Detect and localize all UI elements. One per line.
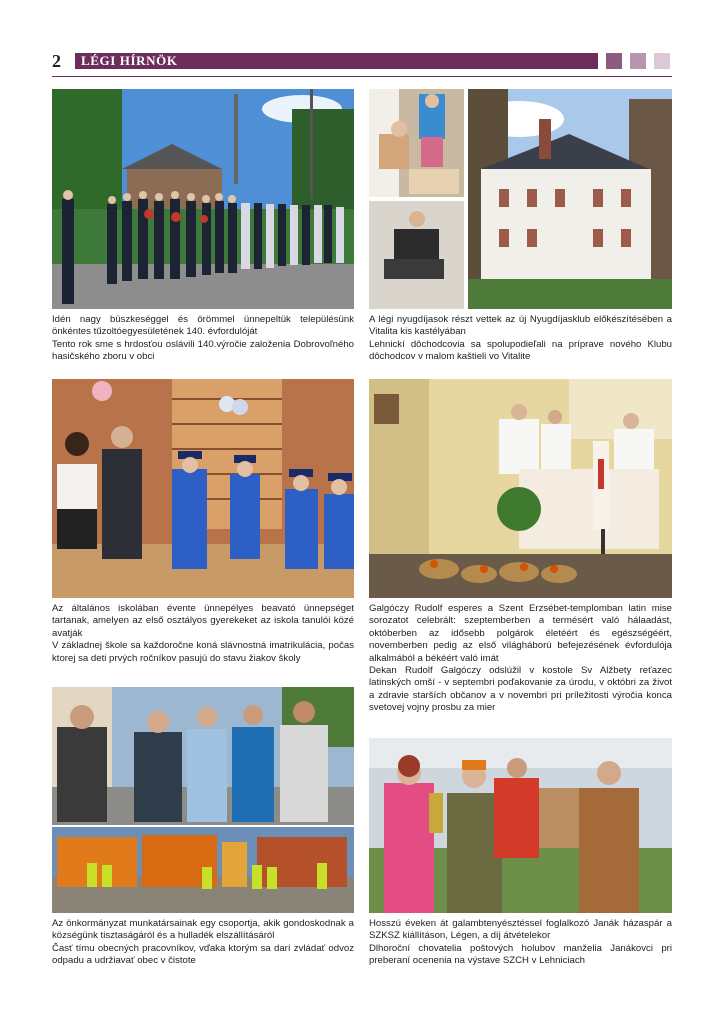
workers-caption [52,918,354,968]
caption-hu: A légi nyugdíjasok részt vettek az új Nyugdíjasklub előkészítésében a Vitalita kis kastélyában [369,314,672,338]
caption-hu: Idén nagy büszkeséggel és örömmel ünnepeltük településünk önkéntes tűzoltóegyesületének 140. évfordulóját [52,314,354,338]
pensioners-caption [369,314,672,364]
school-caption [52,603,354,665]
page-number: 2 [52,51,61,71]
caption-sk: Dlhoroční chovatelia poštových holubov manželia Janákovci pri preberaní ocenenia na výstave SZCH v Lehniciach [369,942,672,967]
decor-square-3 [630,53,646,69]
masthead-bar [75,53,588,69]
pigeons-caption [369,918,672,968]
caption-sk: Tento rok sme s hrdosťou oslávili 140.výročie založenia Dobrovoľného hasičského zboru v obci [52,338,354,363]
header-rule [52,76,672,77]
caption-hu: Hosszú éveken át galambtenyésztéssel foglalkozó Janák házaspár a SZKSZ kiállításon, Légen, a díj átvételekor [369,918,672,942]
decor-square-1 [582,53,598,69]
school-photo [52,379,354,598]
mass-caption [369,603,672,715]
caption-hu: Galgóczy Rudolf esperes a Szent Erzsébet-templomban latin mise sorozatot celebrált: szeptemberben a termésért való hálaadást, októberben az idősebb polgárok életéért és egészségéért, novemberben pedig az első világháború befejezésének évfordulója alkalmából a békéért való imát [369,603,672,664]
page-header [52,50,672,72]
firefighters-caption [52,314,354,364]
pensioners-photo [369,89,672,309]
decor-square-4 [654,53,670,69]
caption-sk: Časť tímu obecných pracovníkov, vďaka ktorým sa darí zvládať odvoz odpadu a udržiavať obec v čistote [52,942,354,967]
workers-photo [52,687,354,913]
caption-hu: Az általános iskolában évente ünnepélyes beavató ünnepséget tartanak, amelyen az első osztályos gyerekeket az iskola tanulói közé avatják [52,603,354,639]
firefighters-photo [52,89,354,309]
decor-square-2 [606,53,622,69]
caption-sk: Lehnickí dôchodcovia sa spolupodieľali na príprave nového Klubu dôchodcov v malom kaštieli vo Vitalite [369,338,672,363]
newspaper-title: LÉGI HÍRNÖK [81,53,178,68]
mass-photo [369,379,672,598]
caption-hu: Az önkormányzat munkatársainak egy csoportja, akik gondoskodnak a községünk tisztaságáról és a hulladék elszállításáról [52,918,354,942]
caption-sk: V základnej škole sa každoročne koná slávnostná imatrikulácia, počas ktorej sa deti prvých ročníkov pasujú do stavu žiakov školy [52,640,354,664]
caption-sk: Dekan Rudolf Galgóczy odslúžil v kostole Sv Alžbety reťazec latinských omší - v septembri poďakovanie za úrodu, v októbri za život a zdravie starších občanov a v novembri pri príležitosti výročia konca svetovej vojny prosbu za mier [369,665,672,714]
pigeon-breeders-photo [369,738,672,913]
